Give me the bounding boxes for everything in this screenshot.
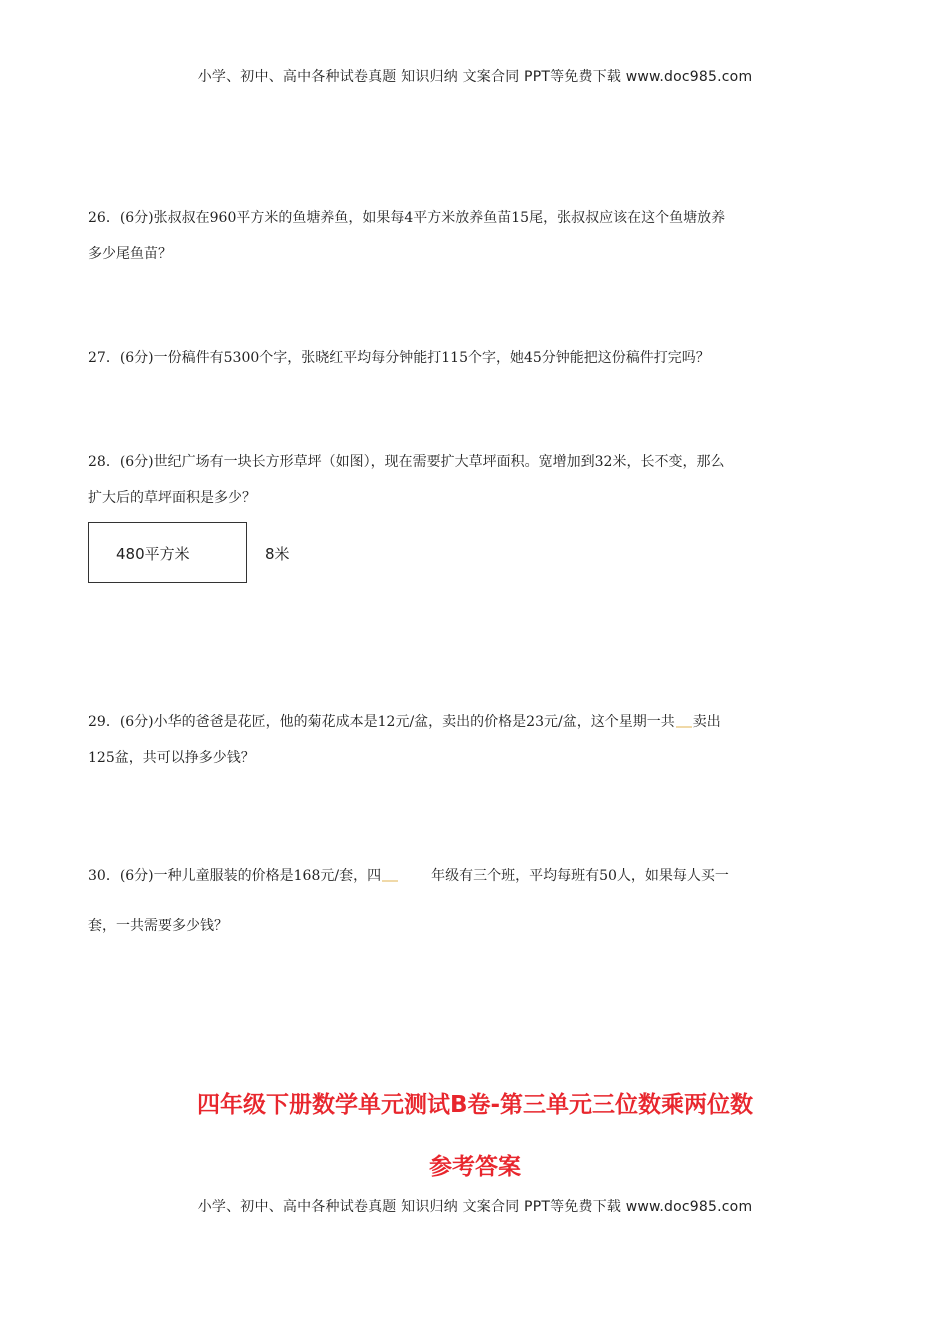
question-26-line-1: 26．(6分)张叔叔在960平方米的鱼塘养鱼，如果每4平方米放养鱼苗15尾，张叔叔应该在这个鱼塘放养 [88,210,726,226]
question-28-line-2: 扩大后的草坪面积是多少？ [88,490,256,506]
question-30 [88,858,868,944]
question-30-line-1a: 30．(6分)一种儿童服装的价格是168元/套，四 [88,868,382,884]
question-29 [88,704,868,776]
question-28-line-1: 28．(6分)世纪广场有一块长方形草坪（如图），现在需要扩大草坪面积。宽增加到32米，长不变，那么 [88,454,725,470]
highlight-mark [382,880,398,882]
question-30-line-2: 套，一共需要多少钱？ [88,918,228,934]
question-26 [88,200,868,272]
question-26-line-2: 多少尾鱼苗？ [88,246,172,262]
question-29-line-1b: 卖出 [692,714,721,730]
highlight-mark [676,726,692,728]
question-29-line-1 [88,704,868,740]
lawn-area-label: 480平方米 [116,545,190,563]
page-footer: 小学、初中、高中各种试卷真题 知识归纳 文案合同 PPT等免费下载 www.doc985.com [197,1199,753,1215]
question-27-line-1: 27．(6分)一份稿件有5300个字，张晓红平均每分钟能打115个字，她45分钟能把这份稿件打完吗？ [88,350,710,366]
question-30-line-1 [88,858,868,894]
question-28 [88,444,868,516]
question-29-line-1a: 29．(6分)小华的爸爸是花匠，他的菊花成本是12元/盆，卖出的价格是23元/盆，这个星期一共 [88,714,675,730]
answer-section-title: 四年级下册数学单元测试B卷-第三单元三位数乘两位数 [196,1092,754,1118]
question-27 [88,340,868,376]
page-header: 小学、初中、高中各种试卷真题 知识归纳 文案合同 PPT等免费下载 www.doc985.com [197,69,753,85]
answer-section-subtitle: 参考答案 [429,1154,521,1180]
question-29-line-2: 125盆，共可以挣多少钱？ [88,750,255,766]
lawn-width-label: 8米 [265,545,290,563]
question-30-line-1b: 年级有三个班，平均每班有50人，如果每人买一 [431,868,729,884]
